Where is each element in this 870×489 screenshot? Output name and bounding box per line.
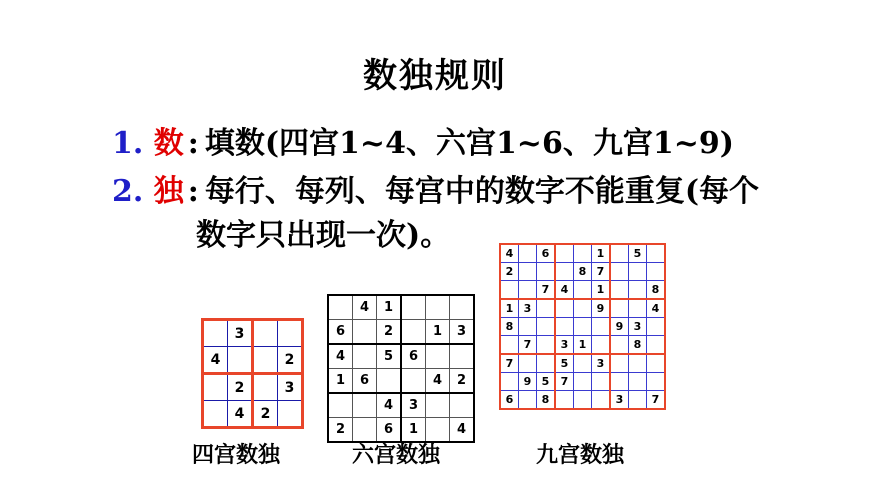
six-grid-cell: 6 [401,344,426,369]
nine-grid-cell [537,336,556,355]
six-grid-row [328,369,474,394]
four-grid-cell: 4 [203,347,228,374]
nine-grid-cell: 3 [592,354,611,373]
nine-grid-cell: 1 [592,281,611,300]
four-grid-cell [278,401,303,428]
nine-grid-cell [500,373,519,391]
four-grid-cell: 4 [228,401,253,428]
nine-grid-cell [519,318,537,336]
nine-grid-cell [574,299,592,318]
six-grid-cell: 6 [353,369,377,394]
four-grid-cell [203,320,228,347]
nine-grid-cell [574,281,592,300]
nine-grid-cell [537,299,556,318]
four-grid-cell: 2 [278,347,303,374]
rule-2-keyword: 独 [153,174,184,209]
six-grid-row [328,393,474,418]
nine-grid-row [500,354,665,373]
rule-1-text: 填数(四宫1~4、六宫1~6、九宫1~9) [204,126,734,161]
nine-grid-cell [647,263,666,281]
nine-grid-cell: 8 [647,281,666,300]
nine-grid-cell: 9 [592,299,611,318]
nine-grid-cell [574,354,592,373]
nine-grid-cell [647,354,666,373]
four-grid-row [203,401,303,428]
six-grid-cell: 1 [401,418,426,443]
nine-grid-cell: 7 [647,391,666,410]
nine-grid-cell [500,281,519,300]
six-grid-row [328,295,474,320]
nine-grid-cell: 5 [555,354,574,373]
six-grid-cell: 1 [377,295,402,320]
six-grid-cell: 6 [377,418,402,443]
nine-grid-cell [629,299,647,318]
nine-grid-cell [519,244,537,263]
nine-grid-cell [592,373,611,391]
six-grid-cell [377,369,402,394]
six-grid-cell: 1 [328,369,353,394]
page-title: 数独规则 [363,56,507,96]
six-grid-cell: 2 [328,418,353,443]
nine-grid-cell: 6 [500,391,519,410]
six-grid-cell: 2 [450,369,475,394]
six-grid-cell: 6 [328,320,353,345]
six-grid-cell [353,320,377,345]
four-grid-cell: 3 [228,320,253,347]
nine-grid-cell [647,373,666,391]
six-grid-cell [353,393,377,418]
nine-grid-cell [629,391,647,410]
nine-grid-cell [610,244,629,263]
nine-grid-caption: 九宫数独 [536,442,625,468]
six-grid-cell: 4 [377,393,402,418]
six-grid-cell: 4 [353,295,377,320]
nine-grid-row [500,318,665,336]
six-grid-cell: 2 [377,320,402,345]
six-grid-cell [401,369,426,394]
six-grid-cell [401,295,426,320]
nine-grid-cell: 3 [519,299,537,318]
nine-grid-cell [647,336,666,355]
nine-grid-cell [500,336,519,355]
rule-1-keyword: 数 [153,126,184,161]
nine-grid-cell [610,336,629,355]
nine-grid-cell [537,263,556,281]
six-grid-cell: 4 [450,418,475,443]
nine-grid-cell [537,354,556,373]
nine-grid-cell [629,263,647,281]
six-grid-cell [401,320,426,345]
nine-grid-row [500,391,665,410]
nine-grid-cell [555,244,574,263]
four-grid-cell [203,401,228,428]
four-grid-cell: 2 [228,374,253,401]
nine-grid-cell [610,281,629,300]
rule-1-number: 1. [112,126,144,161]
four-grid-row [203,374,303,401]
four-grid-cell [228,347,253,374]
six-grid-cell [426,344,450,369]
six-grid-cell: 4 [426,369,450,394]
nine-grid-row [500,263,665,281]
six-grid-cell [426,295,450,320]
nine-grid-cell: 5 [537,373,556,391]
four-grid-cell [253,374,278,401]
four-grid-caption: 四宫数独 [192,442,281,468]
nine-grid-cell [610,373,629,391]
nine-grid-cell: 7 [519,336,537,355]
nine-grid-cell: 3 [629,318,647,336]
rule-2-continuation: 数字只出现一次)。 [196,218,451,253]
rule-2 [112,166,759,210]
nine-grid-cell: 1 [574,336,592,355]
four-grid-row [203,320,303,347]
six-grid-cell: 1 [426,320,450,345]
nine-grid-cell [610,354,629,373]
rule-2-text: 每行、每列、每宫中的数字不能重复(每个 [204,174,760,209]
four-grid-sudoku [201,318,304,429]
nine-grid-cell: 6 [537,244,556,263]
nine-grid-cell [592,391,611,410]
nine-grid-cell [555,263,574,281]
six-grid-cell [328,393,353,418]
nine-grid-cell [592,318,611,336]
nine-grid-cell [629,373,647,391]
nine-grid-cell [519,391,537,410]
six-grid-caption: 六宫数独 [352,442,441,468]
nine-grid-cell: 4 [555,281,574,300]
nine-grid-cell [647,244,666,263]
six-grid-row [328,320,474,345]
nine-grid-cell [574,391,592,410]
nine-grid-cell [555,299,574,318]
nine-grid-cell: 8 [629,336,647,355]
nine-grid-cell: 7 [537,281,556,300]
four-grid-row [203,347,303,374]
nine-grid-cell [629,281,647,300]
rule-1 [112,118,734,162]
six-grid-cell [426,393,450,418]
nine-grid-cell: 7 [592,263,611,281]
nine-grid-cell [610,263,629,281]
nine-grid-cell: 5 [629,244,647,263]
nine-grid-cell: 4 [647,299,666,318]
nine-grid-row [500,336,665,355]
nine-grid-cell [592,336,611,355]
nine-grid-cell [555,318,574,336]
six-grid-cell [450,393,475,418]
four-grid-cell: 3 [278,374,303,401]
nine-grid-cell [610,299,629,318]
nine-grid-cell: 3 [555,336,574,355]
nine-grid-cell: 9 [519,373,537,391]
six-grid-row [328,344,474,369]
nine-grid-cell: 7 [555,373,574,391]
six-grid-cell: 3 [401,393,426,418]
six-grid-cell: 5 [377,344,402,369]
nine-grid-row [500,373,665,391]
nine-grid-cell: 3 [610,391,629,410]
nine-grid-row [500,244,665,263]
nine-grid-cell: 2 [500,263,519,281]
four-grid-cell: 2 [253,401,278,428]
nine-grid-cell [574,373,592,391]
rule-1-colon: : [187,126,199,161]
nine-grid-cell: 8 [537,391,556,410]
four-grid-cell [278,320,303,347]
four-grid-cell [253,347,278,374]
nine-grid-cell [537,318,556,336]
six-grid-cell: 4 [328,344,353,369]
nine-grid-cell [574,318,592,336]
nine-grid-cell: 8 [574,263,592,281]
rule-2-number: 2. [112,174,144,209]
nine-grid-cell [629,354,647,373]
nine-grid-cell: 7 [500,354,519,373]
nine-grid-sudoku [499,243,666,410]
nine-grid-row [500,299,665,318]
six-grid-cell [353,344,377,369]
six-grid-cell [450,344,475,369]
four-grid-cell [253,320,278,347]
nine-grid-cell [519,263,537,281]
nine-grid-cell [519,354,537,373]
nine-grid-cell: 4 [500,244,519,263]
six-grid-cell [328,295,353,320]
nine-grid-cell [647,318,666,336]
nine-grid-cell: 1 [500,299,519,318]
nine-grid-row [500,281,665,300]
nine-grid-cell [574,244,592,263]
nine-grid-cell [519,281,537,300]
nine-grid-cell: 1 [592,244,611,263]
rule-2-colon: : [187,174,199,209]
six-grid-sudoku [327,294,475,443]
nine-grid-cell: 8 [500,318,519,336]
nine-grid-cell: 9 [610,318,629,336]
six-grid-cell: 3 [450,320,475,345]
nine-grid-cell [555,391,574,410]
six-grid-cell [450,295,475,320]
four-grid-cell [203,374,228,401]
